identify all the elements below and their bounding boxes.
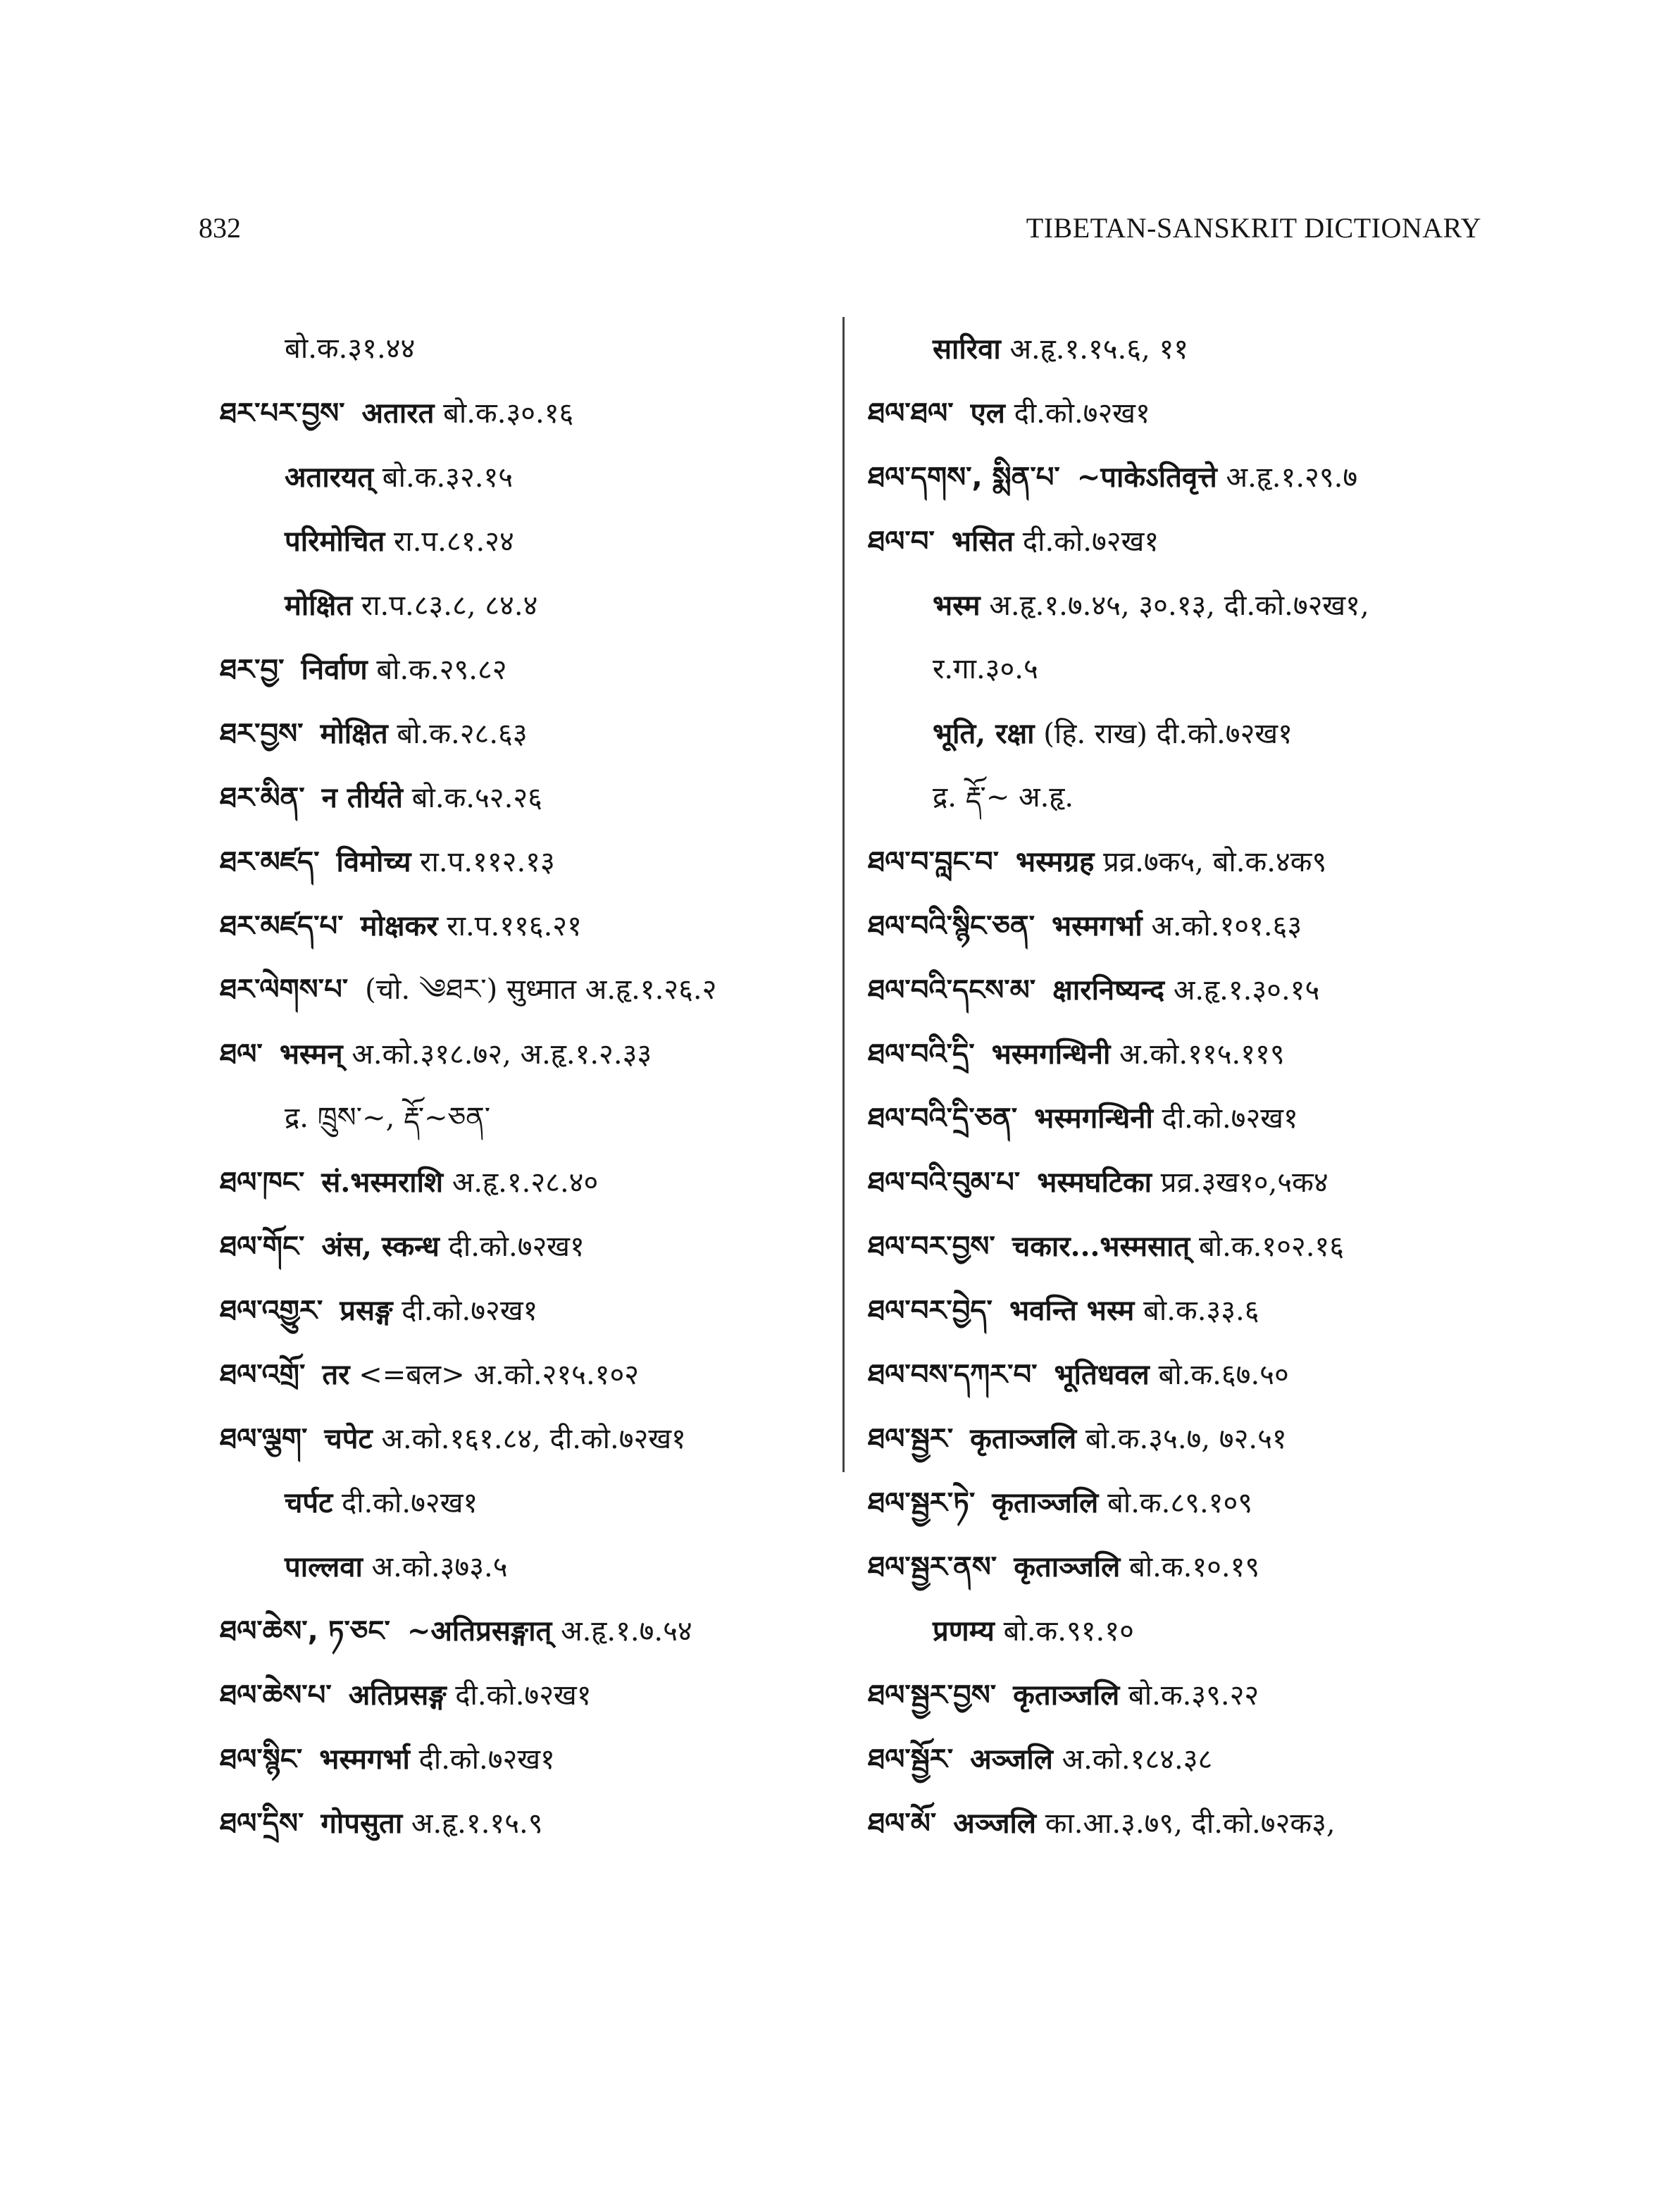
tibetan-headword: ཐལ་བ་: [868, 525, 935, 558]
sanskrit-equivalent: एल: [970, 397, 1005, 430]
source-reference: अ.को.१०१.६३: [1142, 910, 1302, 942]
source-reference: अ.हृ.१.१५.६, ११: [1000, 333, 1189, 366]
sanskrit-equivalent: भूति, रक्षा: [933, 717, 1035, 750]
dictionary-entry: [220, 317, 854, 381]
tibetan-headword: ཐར་བྱས་: [220, 718, 304, 750]
source-reference: अ.हृ.१.२८.४०: [443, 1166, 599, 1199]
dictionary-entry: [220, 702, 854, 766]
tibetan-headword: ཐལ་འགྲོ་: [220, 1359, 306, 1391]
tibetan-headword: ཐལ་ཁང་: [220, 1166, 305, 1199]
tibetan-headword: ཐར་མཛད་: [220, 846, 320, 878]
source-reference: अ.हृ.१.७.५४: [552, 1615, 692, 1648]
source-reference: अ.हृ.१.३०.१५: [1164, 974, 1320, 1007]
sanskrit-equivalent: भस्मन्: [279, 1038, 343, 1071]
source-reference: बो.क.५२.२६: [402, 782, 542, 814]
dictionary-entry: [220, 637, 854, 702]
sanskrit-equivalent: भस्मगर्भा: [319, 1743, 410, 1776]
tibetan-headword: ཐལ་སྦྱར་: [868, 1423, 954, 1455]
sanskrit-equivalent: विमोच्य: [336, 845, 411, 878]
dictionary-entry: [868, 1407, 1488, 1471]
source-reference: अ.हृ.१.७.४५, ३०.१३, दी.को.७२ख१,: [980, 590, 1369, 622]
source-reference: बो.क.८९.१०९: [1098, 1487, 1253, 1519]
source-reference: बो.क.३०.१६: [434, 397, 574, 430]
sanskrit-equivalent: भस्मग्रह: [1016, 845, 1095, 878]
source-reference: का.आ.३.७९, दी.को.७२क३,: [1036, 1807, 1336, 1840]
tibetan-headword: ཐལ་སྦྱར་ནས་: [868, 1551, 997, 1583]
sanskrit-equivalent: मोक्षकर: [360, 909, 438, 942]
running-head: TIBETAN-SANSKRIT DICTIONARY: [1026, 212, 1481, 244]
source-reference: रा.प.८३.८, ८४.४: [352, 590, 538, 622]
sanskrit-equivalent: ~अतिप्रसङ्गात्: [406, 1614, 552, 1648]
source-reference: अ.को.१६१.८४, दी.को.७२ख१: [372, 1423, 686, 1455]
dictionary-entry: [220, 766, 854, 830]
dictionary-entry: [220, 1214, 854, 1278]
source-reference: दी.को.७२ख१: [1014, 525, 1159, 558]
source-reference: प्रव्र.३ख१०,५क४: [1152, 1166, 1329, 1199]
dictionary-entry: [220, 958, 854, 1022]
source-reference: अ.को.११५.११९: [1110, 1038, 1285, 1071]
tibetan-headword: ཐལ་བའི་དྲི་: [868, 1038, 975, 1071]
dictionary-entry: [220, 509, 854, 573]
dictionary-entry: [868, 1278, 1488, 1343]
dictionary-entry: [220, 1022, 854, 1086]
source-reference: बो.क.३३.६: [1134, 1295, 1259, 1327]
column-divider: [842, 317, 845, 1472]
tibetan-headword: ཐལ་བ་བླང་བ་: [868, 846, 999, 878]
source-reference: बो.क.६७.५०: [1149, 1359, 1289, 1391]
source-reference: द्र. རྡོ་~ अ.हृ.: [933, 781, 1074, 814]
tibetan-headword: ཐར་ལེགས་པ་: [220, 973, 349, 1006]
source-reference: बो.क.३९.२२: [1119, 1679, 1259, 1712]
sanskrit-equivalent: ~पाकेऽतिवृत्ते: [1076, 461, 1217, 494]
sanskrit-equivalent: भस्मघटिका: [1037, 1166, 1152, 1199]
sanskrit-equivalent: परिमोचित: [285, 525, 385, 558]
tibetan-headword: ཐར་པར་བྱས་: [220, 397, 345, 430]
dictionary-entry: [868, 445, 1488, 509]
source-reference: बो.क.३५.७, ७२.५१: [1076, 1423, 1287, 1455]
sanskrit-equivalent: कृताञ्जलि: [992, 1486, 1099, 1519]
sanskrit-equivalent: कृताञ्जलि: [1013, 1679, 1120, 1712]
tibetan-headword: ཐར་མཛད་པ་: [220, 910, 344, 942]
dictionary-entry: [868, 637, 1488, 702]
dictionary-entry: [220, 1407, 854, 1471]
tibetan-headword: ཐལ་སྦྱར་ཏེ་: [868, 1487, 976, 1519]
dictionary-entry: [868, 317, 1488, 381]
source-reference: बो.क.१०.१९: [1120, 1551, 1260, 1583]
sanskrit-equivalent: भवन्ति भस्म: [1009, 1294, 1135, 1327]
dictionary-entry: [220, 830, 854, 894]
source-reference: र.गा.३०.५: [933, 653, 1038, 685]
dictionary-entry: [220, 381, 854, 445]
sanskrit-equivalent: अञ्जलि: [970, 1743, 1053, 1776]
dictionary-entry: [868, 509, 1488, 573]
source-reference: अ.हृ.१.१५.९: [402, 1807, 543, 1840]
dictionary-entry: [868, 1086, 1488, 1150]
source-reference: दी.को.७२ख१: [409, 1743, 555, 1776]
sanskrit-equivalent: भस्मगन्धिनी: [1034, 1102, 1153, 1135]
tibetan-headword: ཐལ་མོ་: [868, 1807, 937, 1840]
sanskrit-equivalent: अंस, स्कन्ध: [321, 1230, 440, 1263]
source-reference: <=बल> अ.को.२१५.१०२: [349, 1359, 640, 1391]
tibetan-headword: ཐལ་འགྱུར་: [220, 1295, 323, 1327]
tibetan-headword: ཐལ་དྲིས་: [220, 1807, 304, 1840]
dictionary-entry: [220, 1086, 854, 1150]
dictionary-entry: [868, 1471, 1488, 1535]
sanskrit-equivalent: कृताञ्जलि: [970, 1422, 1077, 1455]
sanskrit-equivalent: अतिप्रसङ्ग: [348, 1679, 447, 1712]
source-reference: प्रव्र.७क५, बो.क.४क९: [1094, 846, 1327, 878]
tibetan-headword: ཐལ་བའི་དྲི་ཅན་: [868, 1102, 1018, 1135]
source-reference: अ.को.१८४.३८: [1052, 1743, 1213, 1776]
source-reference: दी.को.७२ख१: [1152, 1102, 1298, 1135]
dictionary-entry: [868, 1535, 1488, 1599]
dictionary-entry: [868, 1343, 1488, 1407]
tibetan-headword: ཐལ་ཆེས་པ་: [220, 1679, 332, 1712]
dictionary-entry: [220, 1727, 854, 1791]
dictionary-entry: [868, 1599, 1488, 1663]
dictionary-entry: [868, 1791, 1488, 1855]
source-reference: द्र. ཁྲུས་~, རྡོ་~ཅན་: [285, 1102, 491, 1134]
source-reference: दी.को.७२ख१: [392, 1295, 538, 1327]
source-reference: बो.क.३१.४४: [285, 332, 416, 365]
sanskrit-equivalent: चपेट: [324, 1422, 373, 1455]
sanskrit-equivalent: अञ्जलि: [953, 1807, 1037, 1840]
dictionary-entry: [868, 894, 1488, 958]
sanskrit-equivalent: निर्वाण: [301, 653, 368, 686]
sanskrit-equivalent: क्षारनिष्यन्द: [1052, 973, 1165, 1007]
dictionary-entry: [868, 702, 1488, 766]
tibetan-headword: ཐལ་བས་དཀར་བ་: [868, 1359, 1038, 1391]
sanskrit-equivalent: कृताञ्जलि: [1014, 1550, 1121, 1583]
source-reference: अ.हृ.१.२९.७: [1217, 461, 1358, 494]
tibetan-headword: ཐལ་ཆེས་, ཏ་ཅང་: [220, 1615, 390, 1648]
tibetan-headword: ཐལ་ཐལ་: [868, 397, 954, 430]
tibetan-headword: ཐལ་དགས་, སྨིན་པ་: [868, 461, 1060, 494]
dictionary-entry: [868, 1150, 1488, 1214]
dictionary-entry: [868, 1022, 1488, 1086]
tibetan-headword: ཐལ་སྙིང་: [220, 1743, 303, 1776]
source-reference: बो.क.२९.८२: [367, 654, 507, 686]
source-reference: रा.प.११६.२१: [437, 910, 582, 942]
sanskrit-equivalent: चर्पट: [285, 1486, 333, 1519]
source-reference: बो.क.२८.६३: [387, 718, 528, 750]
source-reference: दी.को.७२ख१: [332, 1487, 478, 1519]
dictionary-entry: [868, 766, 1488, 830]
source-reference: बो.क.१०२.१६: [1190, 1231, 1345, 1263]
sanskrit-equivalent: चकार...भस्मसात्: [1012, 1230, 1190, 1263]
page-number: 832: [199, 212, 241, 244]
source-reference: (हि. राख) दी.को.७२ख१: [1034, 718, 1293, 750]
tibetan-headword: ཐལ་བའི་བུམ་པ་: [868, 1166, 1021, 1199]
tibetan-headword: ཐལ་སྦྱོར་: [868, 1743, 954, 1776]
source-reference: अ.को.३७३.५: [362, 1551, 508, 1583]
dictionary-entry: [868, 830, 1488, 894]
dictionary-entry: [868, 1214, 1488, 1278]
dictionary-entry: [220, 1791, 854, 1855]
tibetan-headword: ཐར་མིན་: [220, 782, 305, 814]
sanskrit-equivalent: मोक्षित: [320, 717, 388, 750]
source-reference: दी.को.७२ख१: [446, 1679, 592, 1712]
sanskrit-equivalent: प्रणम्य: [933, 1614, 995, 1648]
tibetan-headword: ཐལ་བར་བྱེད་: [868, 1295, 993, 1327]
sanskrit-equivalent: भूतिधवल: [1054, 1358, 1150, 1391]
left-column: [220, 317, 854, 1855]
dictionary-entry: [220, 1150, 854, 1214]
source-reference: दी.को.७२ख१: [1004, 397, 1150, 430]
sanskrit-equivalent: तर: [322, 1358, 350, 1391]
dictionary-entry: [220, 1599, 854, 1663]
dictionary-entry: [868, 381, 1488, 445]
source-reference: अ.को.३१८.७२, अ.हृ.१.२.३३: [342, 1038, 652, 1071]
tibetan-headword: ཐལ་བའི་སྙིང་ཅན་: [868, 910, 1035, 942]
source-reference: रा.प.११२.१३: [411, 846, 555, 878]
sanskrit-equivalent: सारिवा: [933, 332, 1001, 366]
tibetan-headword: ཐལ་གོང་: [220, 1231, 305, 1263]
dictionary-entry: [220, 1471, 854, 1535]
dictionary-entry: [220, 1663, 854, 1727]
dictionary-entry: [220, 894, 854, 958]
tibetan-headword: ཐལ་སྦྱར་བྱས་: [868, 1679, 997, 1712]
sanskrit-equivalent: भस्मगर्भा: [1052, 909, 1143, 942]
sanskrit-equivalent: सं.भस्मराशि: [321, 1166, 444, 1199]
tibetan-headword: ཐལ་ལྕག་: [220, 1423, 308, 1455]
sanskrit-equivalent: अतारत: [361, 397, 435, 430]
source-reference: बो.क.९१.१०: [994, 1615, 1134, 1648]
sanskrit-equivalent: अतारयत्: [285, 461, 374, 494]
dictionary-entry: [868, 1727, 1488, 1791]
dictionary-entry: [220, 1278, 854, 1343]
dictionary-entry: [868, 958, 1488, 1022]
tibetan-headword: ཐར་བྱ་: [220, 654, 285, 686]
dictionary-entry: [220, 1343, 854, 1407]
dictionary-entry: [868, 573, 1488, 637]
tibetan-headword: ཐལ་བར་བྱས་: [868, 1231, 995, 1263]
right-column: [868, 317, 1488, 1855]
source-reference: दी.को.७२ख१: [439, 1231, 585, 1263]
sanskrit-equivalent: मोक्षित: [285, 589, 353, 622]
dictionary-entry: [220, 445, 854, 509]
sanskrit-equivalent: भस्म: [933, 589, 981, 622]
source-reference: बो.क.३२.१५: [373, 461, 514, 494]
tibetan-headword: ཐལ་བའི་དངས་མ་: [868, 974, 1036, 1007]
dictionary-entry: [868, 1663, 1488, 1727]
sanskrit-equivalent: गोपसुता: [321, 1807, 403, 1840]
tibetan-headword: ཐལ་: [220, 1038, 263, 1071]
dictionary-entry: [220, 573, 854, 637]
source-reference: (चो. ༄ཐར་) सुध्मात अ.हृ.१.२६.२: [365, 973, 717, 1006]
source-reference: रा.प.८१.२४: [385, 525, 514, 558]
sanskrit-equivalent: प्रसङ्ग: [340, 1294, 393, 1327]
dictionary-entry: [220, 1535, 854, 1599]
sanskrit-equivalent: भस्मगन्धिनी: [991, 1038, 1111, 1071]
sanskrit-equivalent: भसित: [951, 525, 1014, 558]
sanskrit-equivalent: न तीर्यते: [321, 781, 403, 814]
sanskrit-equivalent: पाल्लवा: [285, 1550, 363, 1583]
